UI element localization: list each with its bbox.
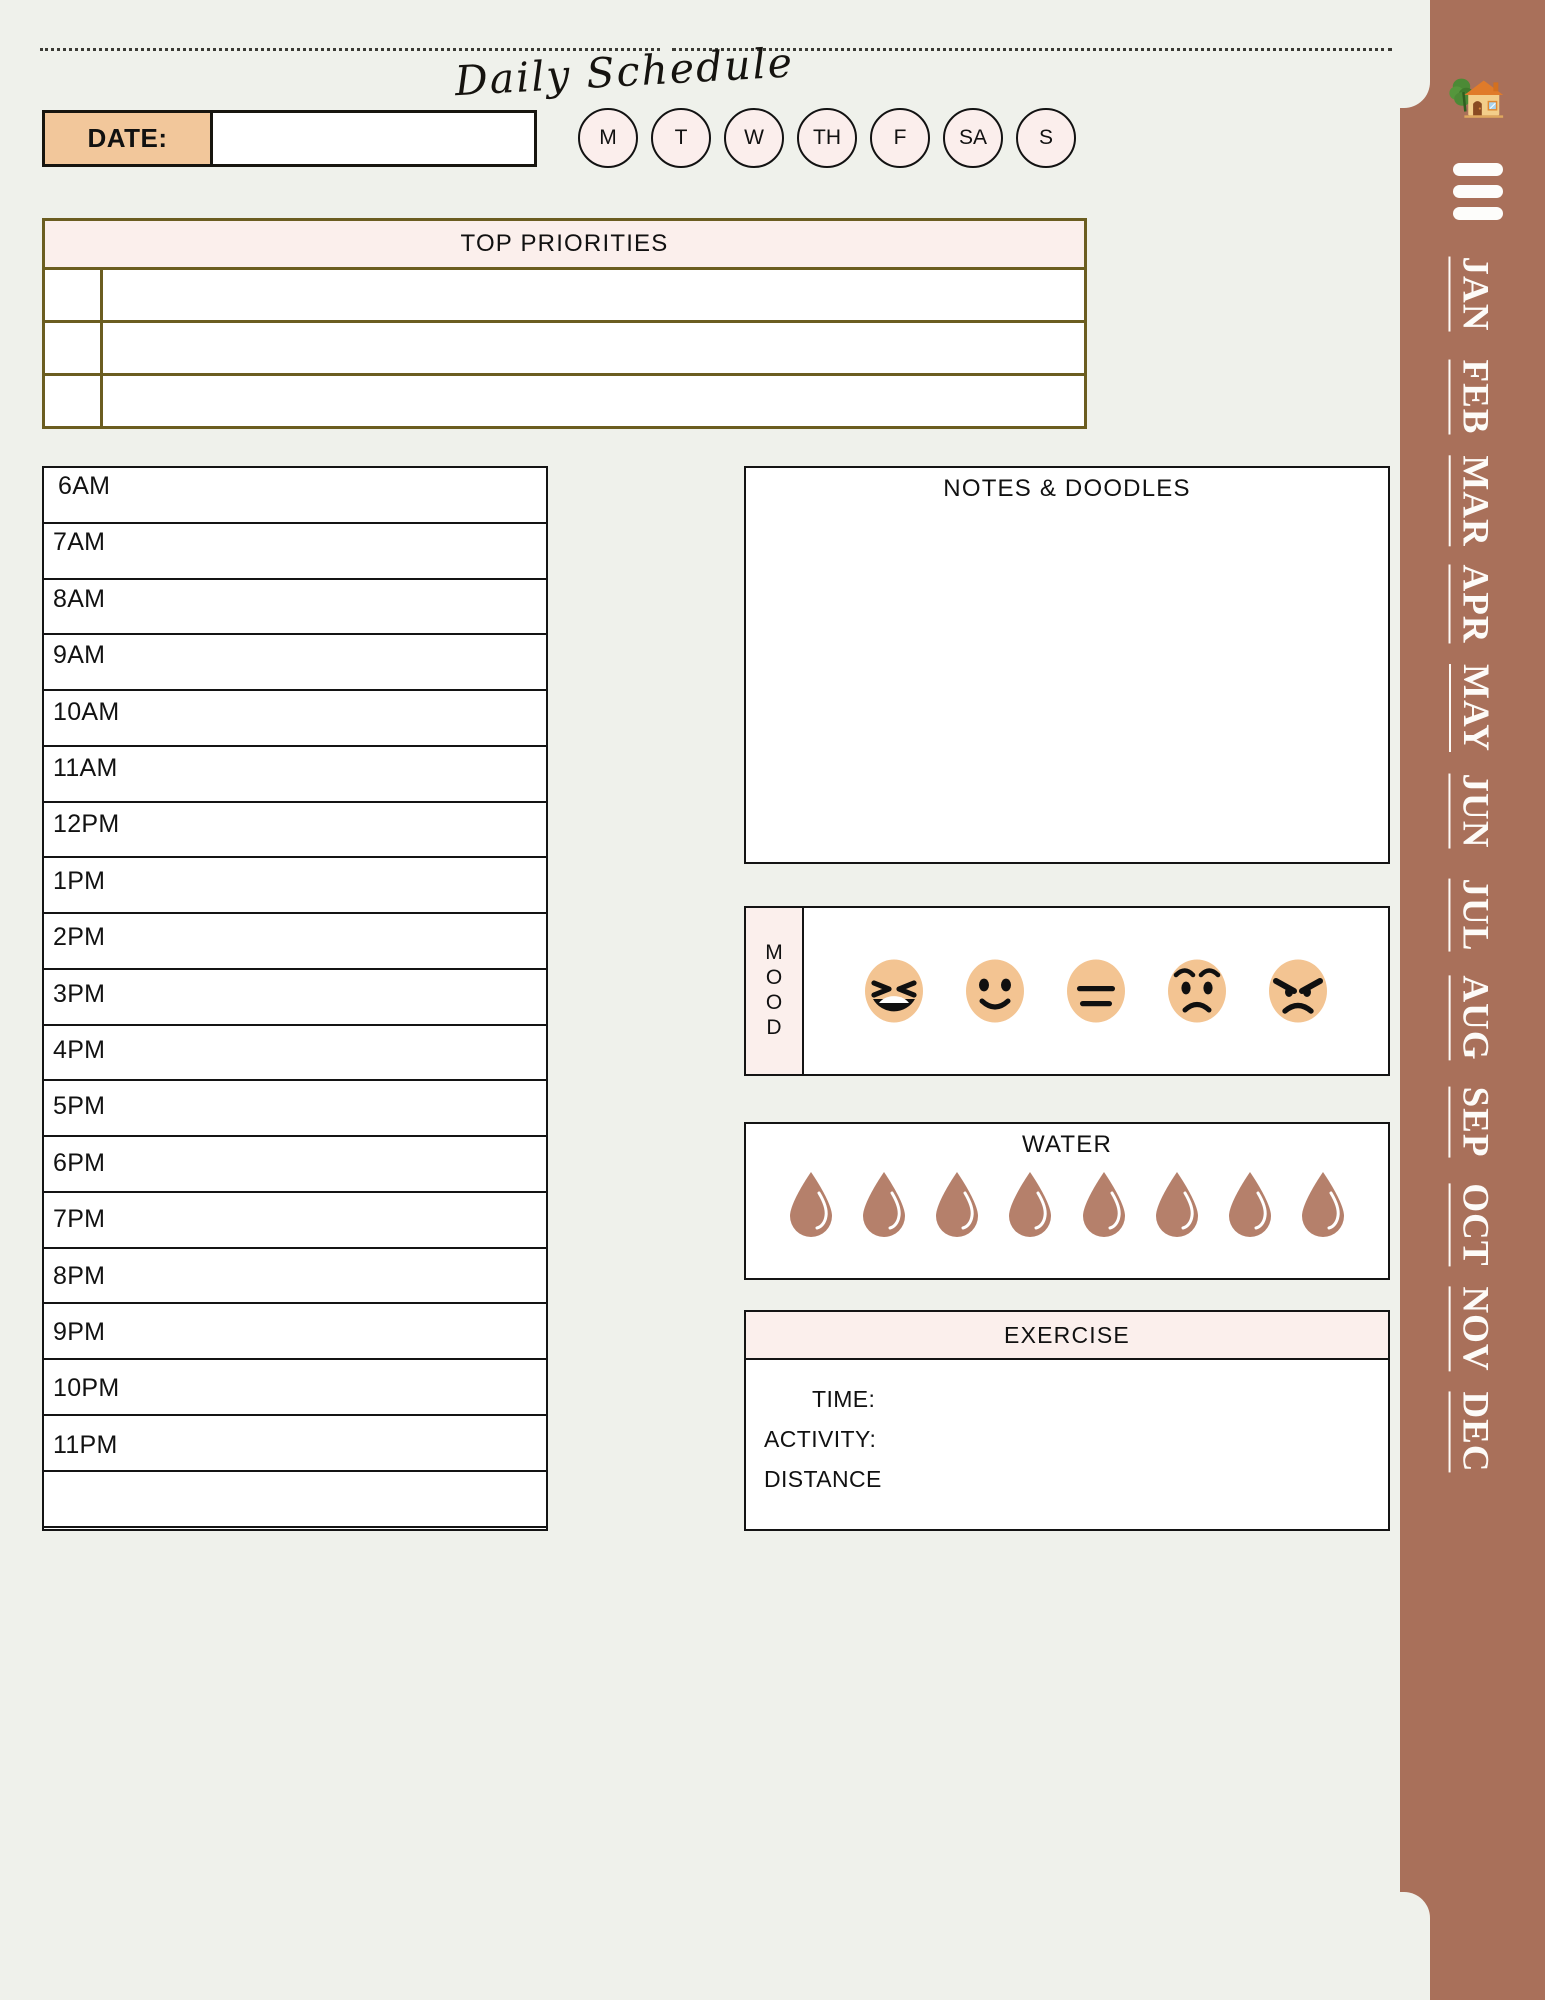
month-tab-label: MAY — [1449, 664, 1497, 752]
schedule-time-label: 4PM — [53, 1035, 106, 1064]
schedule-time-label: 1PM — [53, 866, 106, 895]
schedule-row[interactable] — [44, 468, 546, 524]
priority-input[interactable] — [103, 376, 1084, 426]
hamburger-bar-1 — [1453, 163, 1503, 176]
schedule-time-label: 6AM — [58, 472, 111, 500]
priority-input[interactable] — [103, 270, 1084, 320]
priority-checkbox[interactable] — [45, 323, 103, 373]
water-drop-icon[interactable] — [1078, 1169, 1130, 1241]
schedule-row[interactable] — [44, 1137, 546, 1193]
schedule-row[interactable] — [44, 1416, 546, 1472]
month-tab-label: APR — [1448, 565, 1496, 644]
schedule-time-label: 7PM — [53, 1205, 106, 1234]
water-drop-icon[interactable] — [858, 1169, 910, 1241]
schedule-time-label: 8AM — [53, 584, 106, 613]
hourly-schedule-table — [42, 466, 548, 1531]
day-circle-label: F — [893, 126, 907, 149]
month-tab-label: FEB — [1449, 360, 1497, 435]
hamburger-bar-2 — [1453, 185, 1503, 198]
worried-face[interactable] — [1162, 953, 1232, 1029]
top-priorities-section — [42, 218, 1087, 429]
sidebar-notch-bottom — [1400, 1892, 1430, 2000]
exercise-time-label[interactable]: TIME: — [812, 1386, 876, 1412]
water-drop-icon[interactable] — [1004, 1169, 1056, 1241]
top-priorities-rows — [45, 270, 1084, 426]
water-drop-icon[interactable] — [1224, 1169, 1276, 1241]
priority-input[interactable] — [103, 323, 1084, 373]
water-drop-row — [746, 1159, 1388, 1241]
laughing-face[interactable] — [859, 953, 929, 1029]
water-drop-icon[interactable] — [931, 1169, 983, 1241]
schedule-row[interactable] — [44, 1304, 546, 1360]
exercise-header — [746, 1312, 1388, 1360]
schedule-row[interactable] — [44, 1081, 546, 1137]
hamburger-menu-icon[interactable] — [1453, 163, 1503, 220]
month-tab-label: NOV — [1448, 1286, 1496, 1371]
month-tab-label: SEP — [1448, 1086, 1496, 1157]
month-tab-dec[interactable] — [1400, 1386, 1545, 1478]
month-tab-label: AUG — [1448, 976, 1496, 1061]
day-circle-label: SA — [958, 126, 987, 149]
schedule-time-label: 11AM — [53, 753, 118, 782]
day-circle-t[interactable] — [651, 108, 711, 168]
schedule-time-label: 9AM — [53, 641, 106, 670]
priority-checkbox[interactable] — [45, 376, 103, 426]
month-tab-jul[interactable] — [1400, 869, 1545, 961]
water-drop-icon[interactable] — [785, 1169, 837, 1241]
day-circle-f[interactable] — [870, 108, 930, 168]
schedule-time-label: 3PM — [53, 979, 106, 1008]
schedule-row[interactable] — [44, 1249, 546, 1305]
schedule-time-label: 9PM — [53, 1317, 106, 1346]
day-circle-label: S — [1038, 126, 1053, 149]
schedule-time-label: 2PM — [53, 923, 106, 952]
month-tab-feb[interactable] — [1400, 351, 1545, 443]
exercise-body — [746, 1360, 1388, 1493]
month-tab-nov[interactable] — [1400, 1283, 1545, 1375]
house-with-garden-icon[interactable] — [1445, 65, 1507, 127]
month-tab-sep[interactable] — [1400, 1076, 1545, 1168]
schedule-row[interactable] — [44, 914, 546, 970]
priority-row — [45, 270, 1084, 323]
angry-face[interactable] — [1263, 953, 1333, 1029]
schedule-row[interactable] — [44, 524, 546, 580]
month-tab-mar[interactable] — [1400, 455, 1545, 547]
schedule-time-label: 8PM — [53, 1261, 106, 1290]
mood-label-letter: O — [765, 966, 783, 990]
date-label — [45, 113, 213, 164]
exercise-activity-label[interactable]: ACTIVITY: — [764, 1426, 877, 1452]
month-tab-label: DEC — [1449, 1391, 1497, 1472]
month-tab-label: JUN — [1448, 774, 1496, 849]
schedule-row[interactable] — [44, 1026, 546, 1082]
water-title: WATER — [1022, 1131, 1112, 1158]
schedule-row[interactable] — [44, 1472, 546, 1528]
month-tab-oct[interactable] — [1400, 1179, 1545, 1271]
schedule-row[interactable] — [44, 858, 546, 914]
day-circle-sa[interactable] — [943, 108, 1003, 168]
priority-row — [45, 376, 1084, 426]
date-input[interactable] — [213, 113, 534, 164]
schedule-time-label: 10AM — [53, 697, 120, 726]
day-circle-m[interactable] — [578, 108, 638, 168]
schedule-row[interactable] — [44, 970, 546, 1026]
schedule-time-label: 10PM — [53, 1374, 120, 1403]
month-tab-label: OCT — [1449, 1183, 1497, 1266]
date-label-text: DATE: — [87, 123, 168, 153]
schedule-time-label: 7AM — [53, 528, 106, 557]
schedule-time-label: 12PM — [53, 810, 120, 839]
water-drop-icon[interactable] — [1297, 1169, 1349, 1241]
month-tab-label: MAR — [1449, 455, 1497, 546]
mood-tracker-section — [744, 906, 1390, 1076]
schedule-row[interactable] — [44, 635, 546, 691]
month-tab-jan[interactable] — [1400, 248, 1545, 340]
mood-label-letter: M — [765, 941, 783, 965]
mood-face-options — [804, 908, 1388, 1074]
day-of-week-selector — [578, 108, 1076, 168]
schedule-row[interactable] — [44, 580, 546, 636]
neutral-face[interactable] — [1061, 953, 1131, 1029]
schedule-time-label: 6PM — [53, 1148, 106, 1177]
top-priorities-title: TOP PRIORITIES — [460, 230, 669, 257]
day-circle-label: TH — [813, 126, 841, 149]
schedule-time-label: 5PM — [53, 1092, 106, 1121]
day-circle-th[interactable] — [797, 108, 857, 168]
schedule-row[interactable] — [44, 1193, 546, 1249]
page-title: Daily Schedule — [453, 38, 796, 106]
month-tab-label: JUL — [1449, 878, 1497, 951]
mood-label — [746, 908, 804, 1074]
exercise-title: EXERCISE — [1004, 1321, 1130, 1348]
mood-label-letter: O — [765, 991, 783, 1014]
schedule-time-label: 11PM — [53, 1430, 118, 1459]
day-circle-label: M — [599, 126, 617, 149]
priority-checkbox[interactable] — [45, 270, 103, 320]
date-field[interactable] — [42, 110, 537, 167]
exercise-distance-label[interactable]: DISTANCE — [764, 1466, 882, 1492]
notes-and-doodles-section[interactable] — [744, 466, 1390, 864]
priority-row — [45, 323, 1084, 376]
water-tracker-section — [744, 1122, 1390, 1280]
month-tab-apr[interactable] — [1400, 558, 1545, 650]
day-circle-label: W — [744, 126, 764, 149]
notes-title: NOTES & DOODLES — [943, 475, 1191, 502]
day-circle-label: T — [674, 126, 688, 149]
month-tab-aug[interactable] — [1400, 972, 1545, 1064]
top-priorities-header — [45, 221, 1084, 270]
month-tab-jun[interactable] — [1400, 765, 1545, 857]
water-drop-icon[interactable] — [1151, 1169, 1203, 1241]
sidebar-notch-top — [1400, 0, 1430, 108]
mood-label-letter: D — [766, 1015, 782, 1039]
day-circle-s[interactable] — [1016, 108, 1076, 168]
month-tab-list — [1400, 248, 1545, 1478]
schedule-row[interactable] — [44, 747, 546, 803]
hamburger-bar-3 — [1453, 207, 1503, 220]
day-circle-w[interactable] — [724, 108, 784, 168]
month-tab-may[interactable] — [1400, 662, 1545, 754]
month-tab-label: JAN — [1448, 257, 1496, 332]
smiling-face[interactable] — [960, 953, 1030, 1029]
exercise-section — [744, 1310, 1390, 1531]
